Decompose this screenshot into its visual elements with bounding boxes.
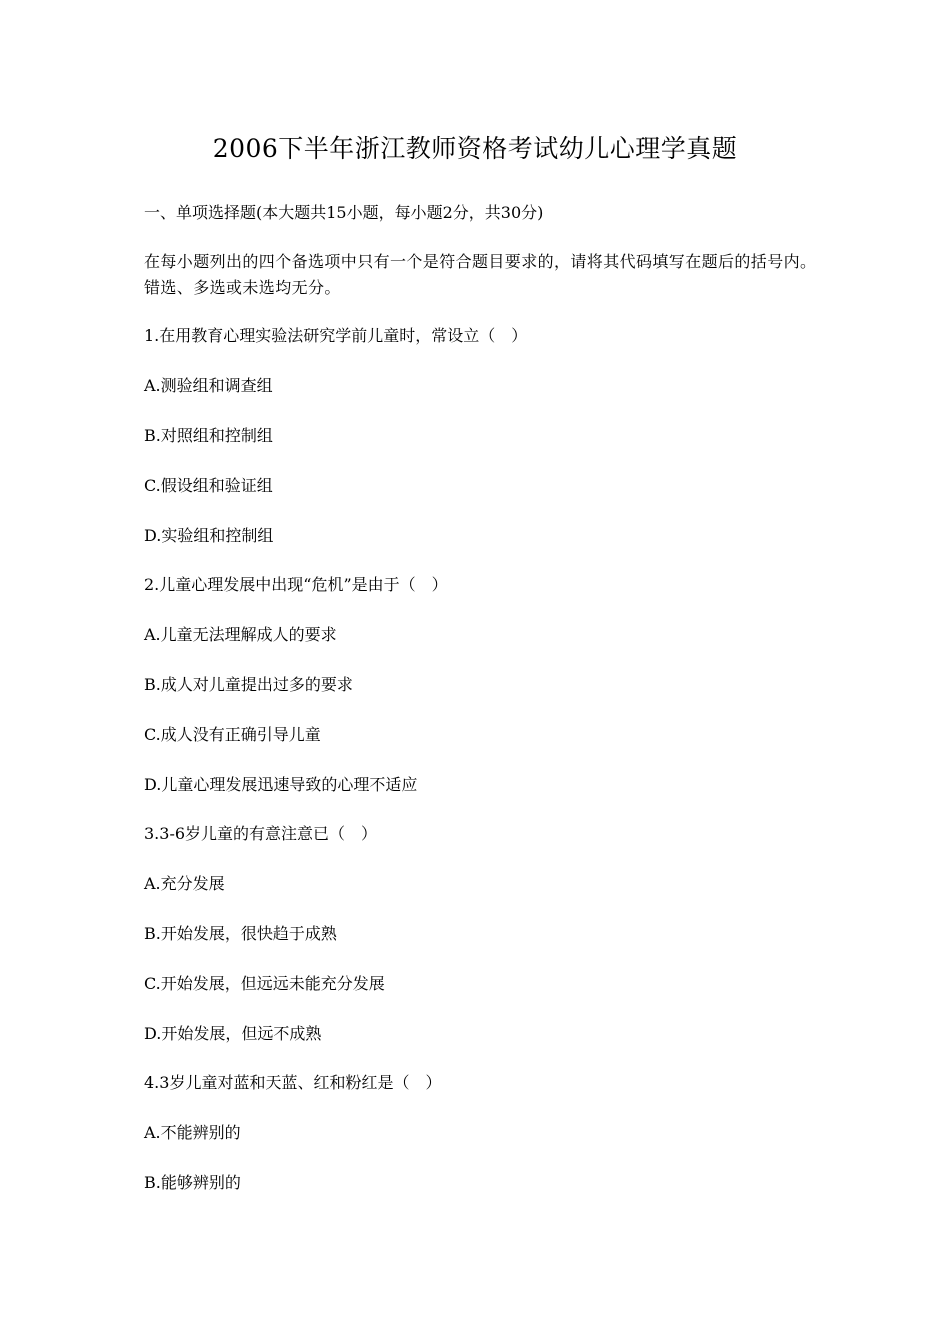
section-heading: 一、单项选择题(本大题共15小题，每小题2分，共30分) bbox=[144, 203, 544, 222]
question-stem: 1.在用教育心理实验法研究学前儿童时，常设立（ ） bbox=[144, 326, 528, 345]
question-option: A.测验组和调查组 bbox=[144, 376, 273, 395]
question-option: B.开始发展，很快趋于成熟 bbox=[144, 924, 337, 943]
question-stem: 4.3岁儿童对蓝和天蓝、红和粉红是（ ） bbox=[144, 1073, 442, 1092]
document-title: 2006下半年浙江教师资格考试幼儿心理学真题 bbox=[212, 134, 738, 163]
question-option: D.实验组和控制组 bbox=[144, 526, 274, 545]
question-option: B.对照组和控制组 bbox=[144, 426, 273, 445]
question-option: D.开始发展，但远不成熟 bbox=[144, 1024, 322, 1043]
question-option: B.成人对儿童提出过多的要求 bbox=[144, 675, 353, 694]
question-option: C.开始发展，但远远未能充分发展 bbox=[144, 974, 385, 993]
question-option: A.充分发展 bbox=[144, 874, 225, 893]
section-instruction: 在每小题列出的四个备选项中只有一个是符合题目要求的，请将其代码填写在题后的括号内。错选、多选或未选均无分。 bbox=[144, 252, 817, 297]
question-stem: 2.儿童心理发展中出现“危机”是由于（ ） bbox=[144, 575, 448, 594]
question-option: A.不能辨别的 bbox=[144, 1123, 241, 1142]
question-option: A.儿童无法理解成人的要求 bbox=[144, 625, 337, 644]
question-stem: 3.3-6岁儿童的有意注意已（ ） bbox=[144, 824, 378, 843]
question-option: D.儿童心理发展迅速导致的心理不适应 bbox=[144, 775, 418, 794]
question-option: B.能够辨别的 bbox=[144, 1173, 241, 1192]
question-option: C.成人没有正确引导儿童 bbox=[144, 725, 321, 744]
question-option: C.假设组和验证组 bbox=[144, 476, 273, 495]
